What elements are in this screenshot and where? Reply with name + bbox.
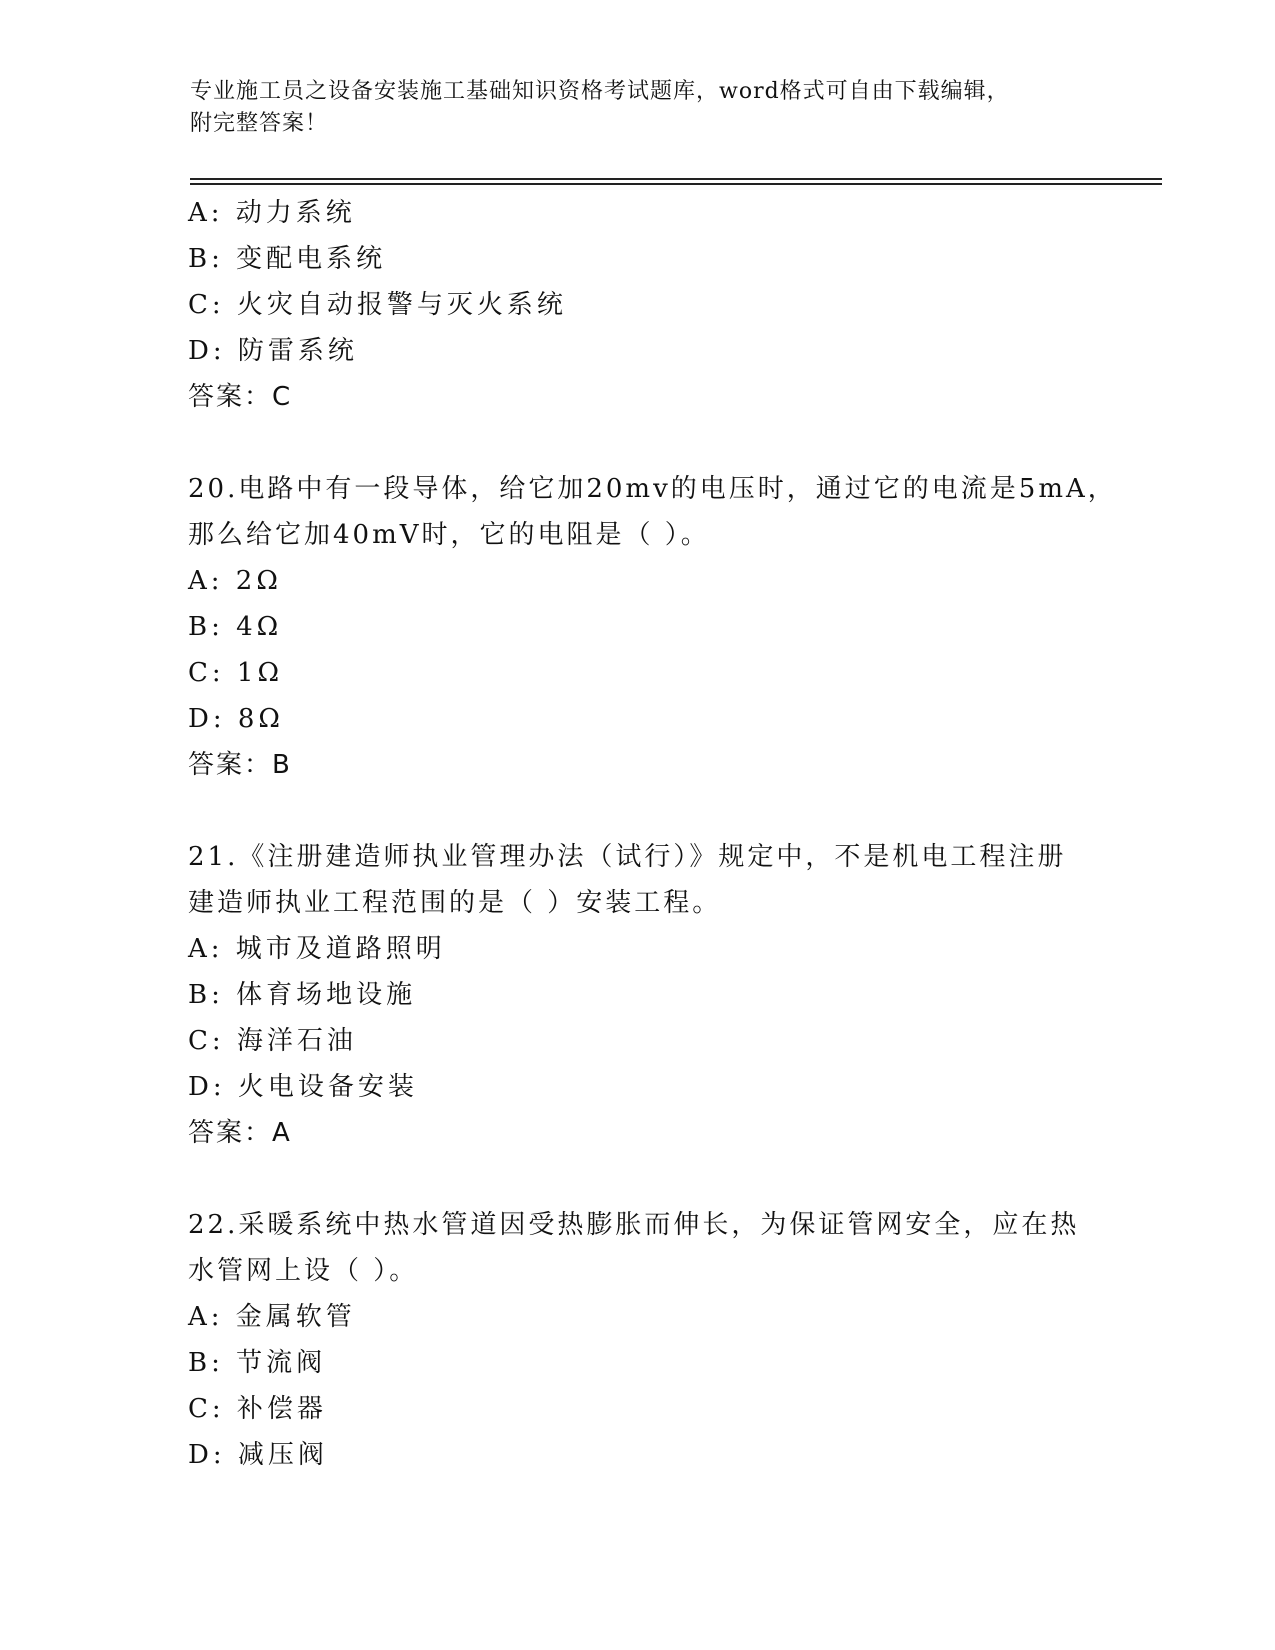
q19-option-b: B: 变配电系统 bbox=[188, 244, 387, 274]
q21-option-b: B: 体育场地设施 bbox=[188, 980, 417, 1010]
q21-option-d: D: 火电设备安装 bbox=[188, 1072, 418, 1102]
q21-option-a: A: 城市及道路照明 bbox=[188, 934, 446, 964]
q22-title-line-1: 22.采暖系统中热水管道因受热膨胀而伸长，为保证管网安全，应在热 bbox=[188, 1210, 1080, 1240]
header-line-2: 附完整答案！ bbox=[190, 111, 329, 136]
q19-option-c: C: 火灾自动报警与灭火系统 bbox=[188, 290, 567, 320]
document-header-note bbox=[190, 76, 1090, 140]
question-22-block bbox=[188, 1202, 1088, 1478]
q20-answer: 答案：B bbox=[188, 750, 292, 780]
q22-title bbox=[188, 1202, 1088, 1294]
q20-option-d: D: 8Ω bbox=[188, 704, 284, 734]
q21-title bbox=[188, 834, 1088, 926]
q20-title bbox=[188, 466, 1117, 558]
question-21-block bbox=[188, 834, 1088, 1156]
q22-option-b: B: 节流阀 bbox=[188, 1348, 327, 1378]
q21-title-line-2: 建造师执业工程范围的是（ ）安装工程。 bbox=[188, 888, 722, 918]
question-20-block bbox=[188, 466, 1117, 788]
q21-answer: 答案：A bbox=[188, 1118, 292, 1148]
q22-title-line-2: 水管网上设（ ）。 bbox=[188, 1256, 419, 1286]
q20-option-a: A: 2Ω bbox=[188, 566, 282, 596]
header-rule-top bbox=[190, 178, 1162, 180]
q22-option-d: D: 减压阀 bbox=[188, 1440, 328, 1470]
q21-option-c: C: 海洋石油 bbox=[188, 1026, 357, 1056]
header-rule-bottom bbox=[190, 183, 1162, 185]
spacer bbox=[188, 788, 1088, 834]
q19-answer: 答案：C bbox=[188, 382, 293, 412]
spacer bbox=[188, 1156, 1088, 1202]
header-line-1: 专业施工员之设备安装施工基础知识资格考试题库，word格式可自由下载编辑， bbox=[190, 79, 1010, 104]
q21-title-line-1: 21.《注册建造师执业管理办法（试行）》规定中，不是机电工程注册 bbox=[188, 842, 1067, 872]
question-list bbox=[188, 190, 1117, 1478]
q20-option-b: B: 4Ω bbox=[188, 612, 283, 642]
question-19-block bbox=[188, 190, 1088, 420]
q20-title-line-1: 20.电路中有一段导体，给它加20mv的电压时，通过它的电流是5mA， bbox=[188, 474, 1117, 504]
q19-option-d: D: 防雷系统 bbox=[188, 336, 358, 366]
q20-title-line-2: 那么给它加40mV时，它的电阻是（ ）。 bbox=[188, 520, 710, 550]
spacer bbox=[188, 420, 1088, 466]
q22-option-a: A: 金属软管 bbox=[188, 1302, 356, 1332]
q19-option-a: A: 动力系统 bbox=[188, 198, 356, 228]
q22-option-c: C: 补偿器 bbox=[188, 1394, 327, 1424]
q20-option-c: C: 1Ω bbox=[188, 658, 284, 688]
